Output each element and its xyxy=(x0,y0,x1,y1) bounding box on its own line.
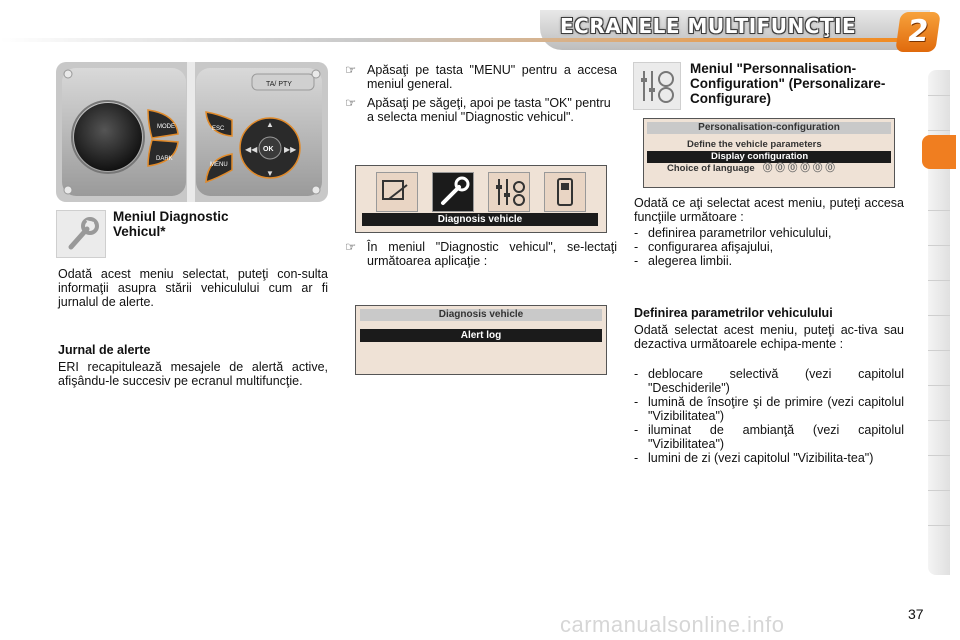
list-item: - alegerea limbii. xyxy=(634,254,904,268)
menu-item-vehicle-parameters[interactable]: Define the vehicle parameters xyxy=(687,139,822,150)
alert-log-text: ERI recapitulează mesajele de alertă active, afişându-le succesiv pe ecranul multifuncţie. xyxy=(58,360,328,388)
svg-text:▲: ▲ xyxy=(266,120,274,129)
diagnosis-screen xyxy=(355,305,607,375)
control-panel-image xyxy=(56,62,328,202)
list-item: - configurarea afişajului, xyxy=(634,240,904,254)
settings-sliders-icon xyxy=(488,172,530,212)
svg-text:▶▶: ▶▶ xyxy=(284,145,297,154)
main-menu-screen xyxy=(355,165,607,233)
chapter-badge: 2 xyxy=(895,12,941,52)
radio-icon xyxy=(376,172,418,212)
personalisation-screen-title: Personalisation-configuration xyxy=(647,122,891,134)
list-item: - lumini de zi (vezi capitolul "Vizibilita-tea") xyxy=(634,451,904,465)
list-item: - deblocare selectivă (vezi capitolul "Deschiderile") xyxy=(634,367,904,395)
personalisation-functions xyxy=(634,226,904,268)
wrench-icon xyxy=(56,210,106,258)
step-select: ☞ În meniul "Diagnostic vehicul", se-lectaţi următoarea aplicaţie : xyxy=(345,240,617,268)
svg-text:◀◀: ◀◀ xyxy=(245,145,258,154)
settings-sliders-icon xyxy=(633,62,681,110)
phone-icon xyxy=(544,172,586,212)
personalisation-screen xyxy=(643,118,895,188)
mode-button-label: MODE xyxy=(157,124,175,130)
dark-button-label: DARK xyxy=(156,156,173,162)
personalisation-menu xyxy=(647,139,891,175)
step-ok-text: Apăsaţi pe săgeţi, apoi pe tasta "OK" pentru a selecta meniul "Diagnostic vehicul". xyxy=(367,96,611,124)
list-item: - definirea parametrilor vehiculului, xyxy=(634,226,904,240)
diagnosis-screen-title: Diagnosis vehicle xyxy=(360,309,602,321)
list-item: - lumină de însoţire şi de primire (vezi capitolul "Vizibilitatea") xyxy=(634,395,904,423)
watermark: carmanualsonline.info xyxy=(560,612,785,637)
wrench-icon xyxy=(432,172,474,212)
main-menu-selected-label: Diagnosis vehicle xyxy=(362,213,598,226)
step-menu: ☞ Apăsaţi pe tasta "MENU" pentru a accesa meniul general. xyxy=(345,63,617,91)
page-number: 37 xyxy=(908,606,924,622)
step-ok: ☞ Apăsaţi pe săgeţi, apoi pe tasta "OK" pentru a selecta meniul "Diagnostic vehicul". xyxy=(345,96,617,124)
personalisation-intro: Odată ce aţi selectat acest meniu, puteţi accesa funcţiile următoare : xyxy=(634,196,904,224)
ta-pty-button-label: TA/ PTY xyxy=(266,81,292,88)
menu-button-label: MENU xyxy=(210,162,228,168)
menu-item-display-configuration[interactable]: Display configuration xyxy=(647,151,891,163)
alert-log-menu-item[interactable]: Alert log xyxy=(360,329,602,342)
vehicle-params-title: Definirea parametrilor vehiculului xyxy=(634,306,833,320)
svg-text:▼: ▼ xyxy=(266,169,274,178)
step-menu-text: Apăsaţi pe tasta "MENU" pentru a accesa meniul general. xyxy=(367,63,617,91)
vehicle-params-list xyxy=(634,367,904,465)
diagnostic-intro: Odată acest meniu selectat, puteţi con-sulta informaţii asupra stării vehiculului cum ar fi jurnalul de alerte. xyxy=(58,267,328,309)
ok-button-label: OK xyxy=(263,146,274,153)
header-rule xyxy=(0,38,905,42)
personalisation-section-title: Meniul "Personnalisation-Configuration" (Personalizare-Configurare) xyxy=(690,61,886,106)
page-title: ECRANELE MULTIFUNCŢIE xyxy=(560,14,857,38)
diagnostic-section-title: Meniul Diagnostic Vehicul* xyxy=(113,209,229,239)
alert-log-title: Jurnal de alerte xyxy=(58,343,151,357)
vehicle-params-intro: Odată selectat acest meniu, puteţi ac-tiva sau dezactiva următoarele echipa-mente : xyxy=(634,323,904,351)
step-select-text: În meniul "Diagnostic vehicul", se-lectaţi următoarea aplicaţie : xyxy=(367,240,617,268)
esc-button-label: ESC xyxy=(212,126,225,132)
list-item: - iluminat de ambianţă (vezi capitolul "Vizibilitatea") xyxy=(634,423,904,451)
chapter-tab-active[interactable] xyxy=(922,135,956,169)
menu-item-language[interactable] xyxy=(647,163,891,175)
flag-icons: ⓪⓪⓪⓪⓪⓪ xyxy=(757,163,838,174)
menu-item-language-label: Choice of language xyxy=(667,163,755,174)
